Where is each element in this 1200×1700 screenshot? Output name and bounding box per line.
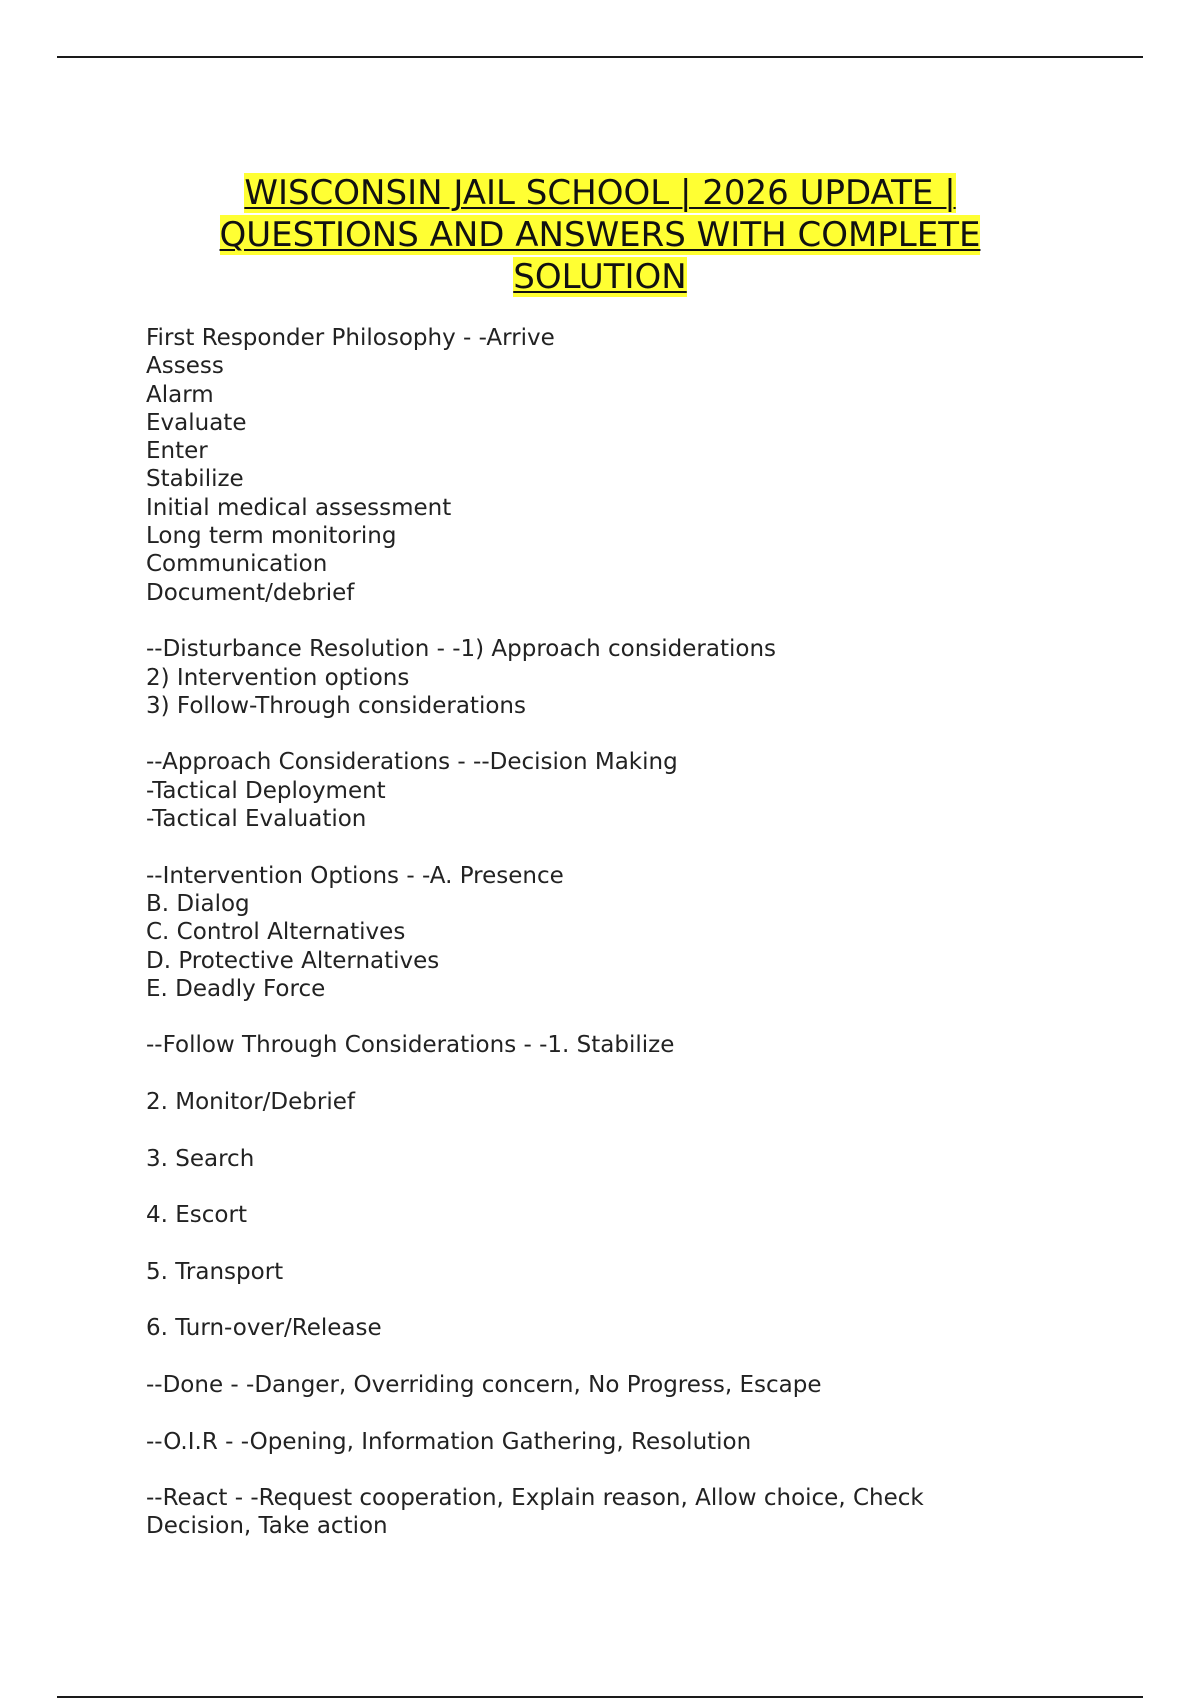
bottom-rule [57, 1696, 1143, 1698]
entry-answer-line: Assess [146, 353, 224, 380]
entry-answer-line: Evaluate [146, 409, 247, 436]
blank-line [146, 1116, 1106, 1144]
entry-answer-line: 3) Follow-Through considerations [146, 692, 526, 719]
qa-entry [146, 862, 1106, 1003]
entry-term-line: --O.I.R - -Opening, Information Gathering, Resolution [146, 1428, 752, 1455]
qa-entry [146, 748, 1106, 833]
entry-answer-line: 4. Escort [146, 1202, 247, 1229]
blank-line [146, 1230, 1106, 1258]
entry-term-line: --Follow Through Considerations - -1. Stabilize [146, 1032, 675, 1059]
entry-answer-line: Alarm [146, 381, 214, 408]
title-line [0, 172, 1200, 214]
entry-term-line: --Approach Considerations - --Decision Making [146, 749, 678, 776]
top-rule [57, 56, 1143, 58]
entry-answer-line: Communication [146, 551, 328, 578]
entry-answer-line: Document/debrief [146, 579, 355, 606]
qa-entry [146, 324, 1106, 607]
entry-answer-line: Initial medical assessment [146, 494, 452, 521]
entry-answer-line: 3. Search [146, 1145, 255, 1172]
entry-gap [146, 720, 1106, 748]
entry-answer-line: C. Control Alternatives [146, 919, 406, 946]
entry-gap [146, 1003, 1106, 1031]
entry-answer-line: Enter [146, 438, 208, 465]
qa-entry [146, 1371, 1106, 1399]
qa-content [146, 324, 1106, 1541]
entry-answer-line: 2) Intervention options [146, 664, 410, 691]
entry-term-line: First Responder Philosophy - -Arrive [146, 325, 555, 351]
title-line-text: WISCONSIN JAIL SCHOOL | 2026 UPDATE | [244, 173, 956, 213]
title-line [0, 214, 1200, 256]
entry-answer-line: -Tactical Deployment [146, 777, 386, 804]
entry-answer-line: 5. Transport [146, 1258, 284, 1285]
entry-answer-line: D. Protective Alternatives [146, 947, 440, 974]
entry-term-line: --Intervention Options - -A. Presence [146, 862, 564, 889]
entry-gap [146, 1343, 1106, 1371]
entry-gap [146, 833, 1106, 861]
blank-line [146, 1173, 1106, 1201]
entry-answer-line: Decision, Take action [146, 1513, 388, 1540]
qa-entry [146, 635, 1106, 720]
entry-term-line: --Disturbance Resolution - -1) Approach considerations [146, 636, 777, 663]
blank-line [146, 1286, 1106, 1314]
qa-entry [146, 1428, 1106, 1456]
entry-answer-line: -Tactical Evaluation [146, 806, 367, 833]
title-line-text: SOLUTION [513, 257, 687, 297]
entry-answer-line: B. Dialog [146, 890, 250, 917]
entry-answer-line: 2. Monitor/Debrief [146, 1089, 355, 1116]
entry-answer-line: E. Deadly Force [146, 975, 326, 1002]
qa-entry [146, 1031, 1106, 1342]
document-title [0, 172, 1200, 298]
entry-answer-line: 6. Turn-over/Release [146, 1315, 382, 1342]
qa-entry [146, 1484, 1106, 1541]
entry-gap [146, 607, 1106, 635]
entry-answer-line: Long term monitoring [146, 523, 397, 550]
title-line [0, 256, 1200, 298]
entry-term-line: --Done - -Danger, Overriding concern, No Progress, Escape [146, 1371, 822, 1398]
blank-line [146, 1060, 1106, 1088]
entry-gap [146, 1399, 1106, 1427]
entry-answer-line: Stabilize [146, 466, 244, 493]
title-line-text: QUESTIONS AND ANSWERS WITH COMPLETE [219, 215, 981, 255]
entry-term-line: --React - -Request cooperation, Explain reason, Allow choice, Check [146, 1485, 924, 1512]
entry-gap [146, 1456, 1106, 1484]
